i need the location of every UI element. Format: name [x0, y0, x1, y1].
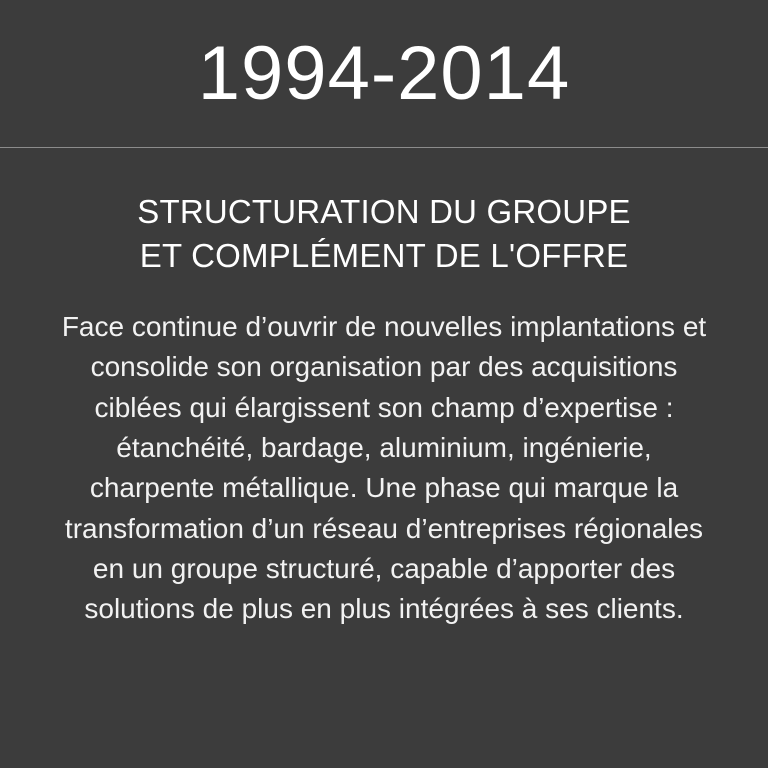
description-paragraph: Face continue d’ouvrir de nouvelles implantations et consolide son organisation par des acquisitions ciblées qui élargissent son champ d’expertise : étanchéité, bardage, aluminium, ingénierie, charpente métallique. Une phase qui marque la transformation d’un réseau d’entreprises régionales en un groupe structuré, capable d’apporter des solutions de plus en plus intégrées à ses clients. [61, 311, 707, 625]
year-range: 1994-2014 [197, 30, 571, 116]
headline [137, 190, 631, 277]
card-body [0, 148, 768, 630]
year-header [0, 0, 768, 148]
headline-line-2: ET COMPLÉMENT DE L'OFFRE [139, 236, 629, 274]
headline-line-1: STRUCTURATION DU GROUPE [137, 193, 631, 230]
